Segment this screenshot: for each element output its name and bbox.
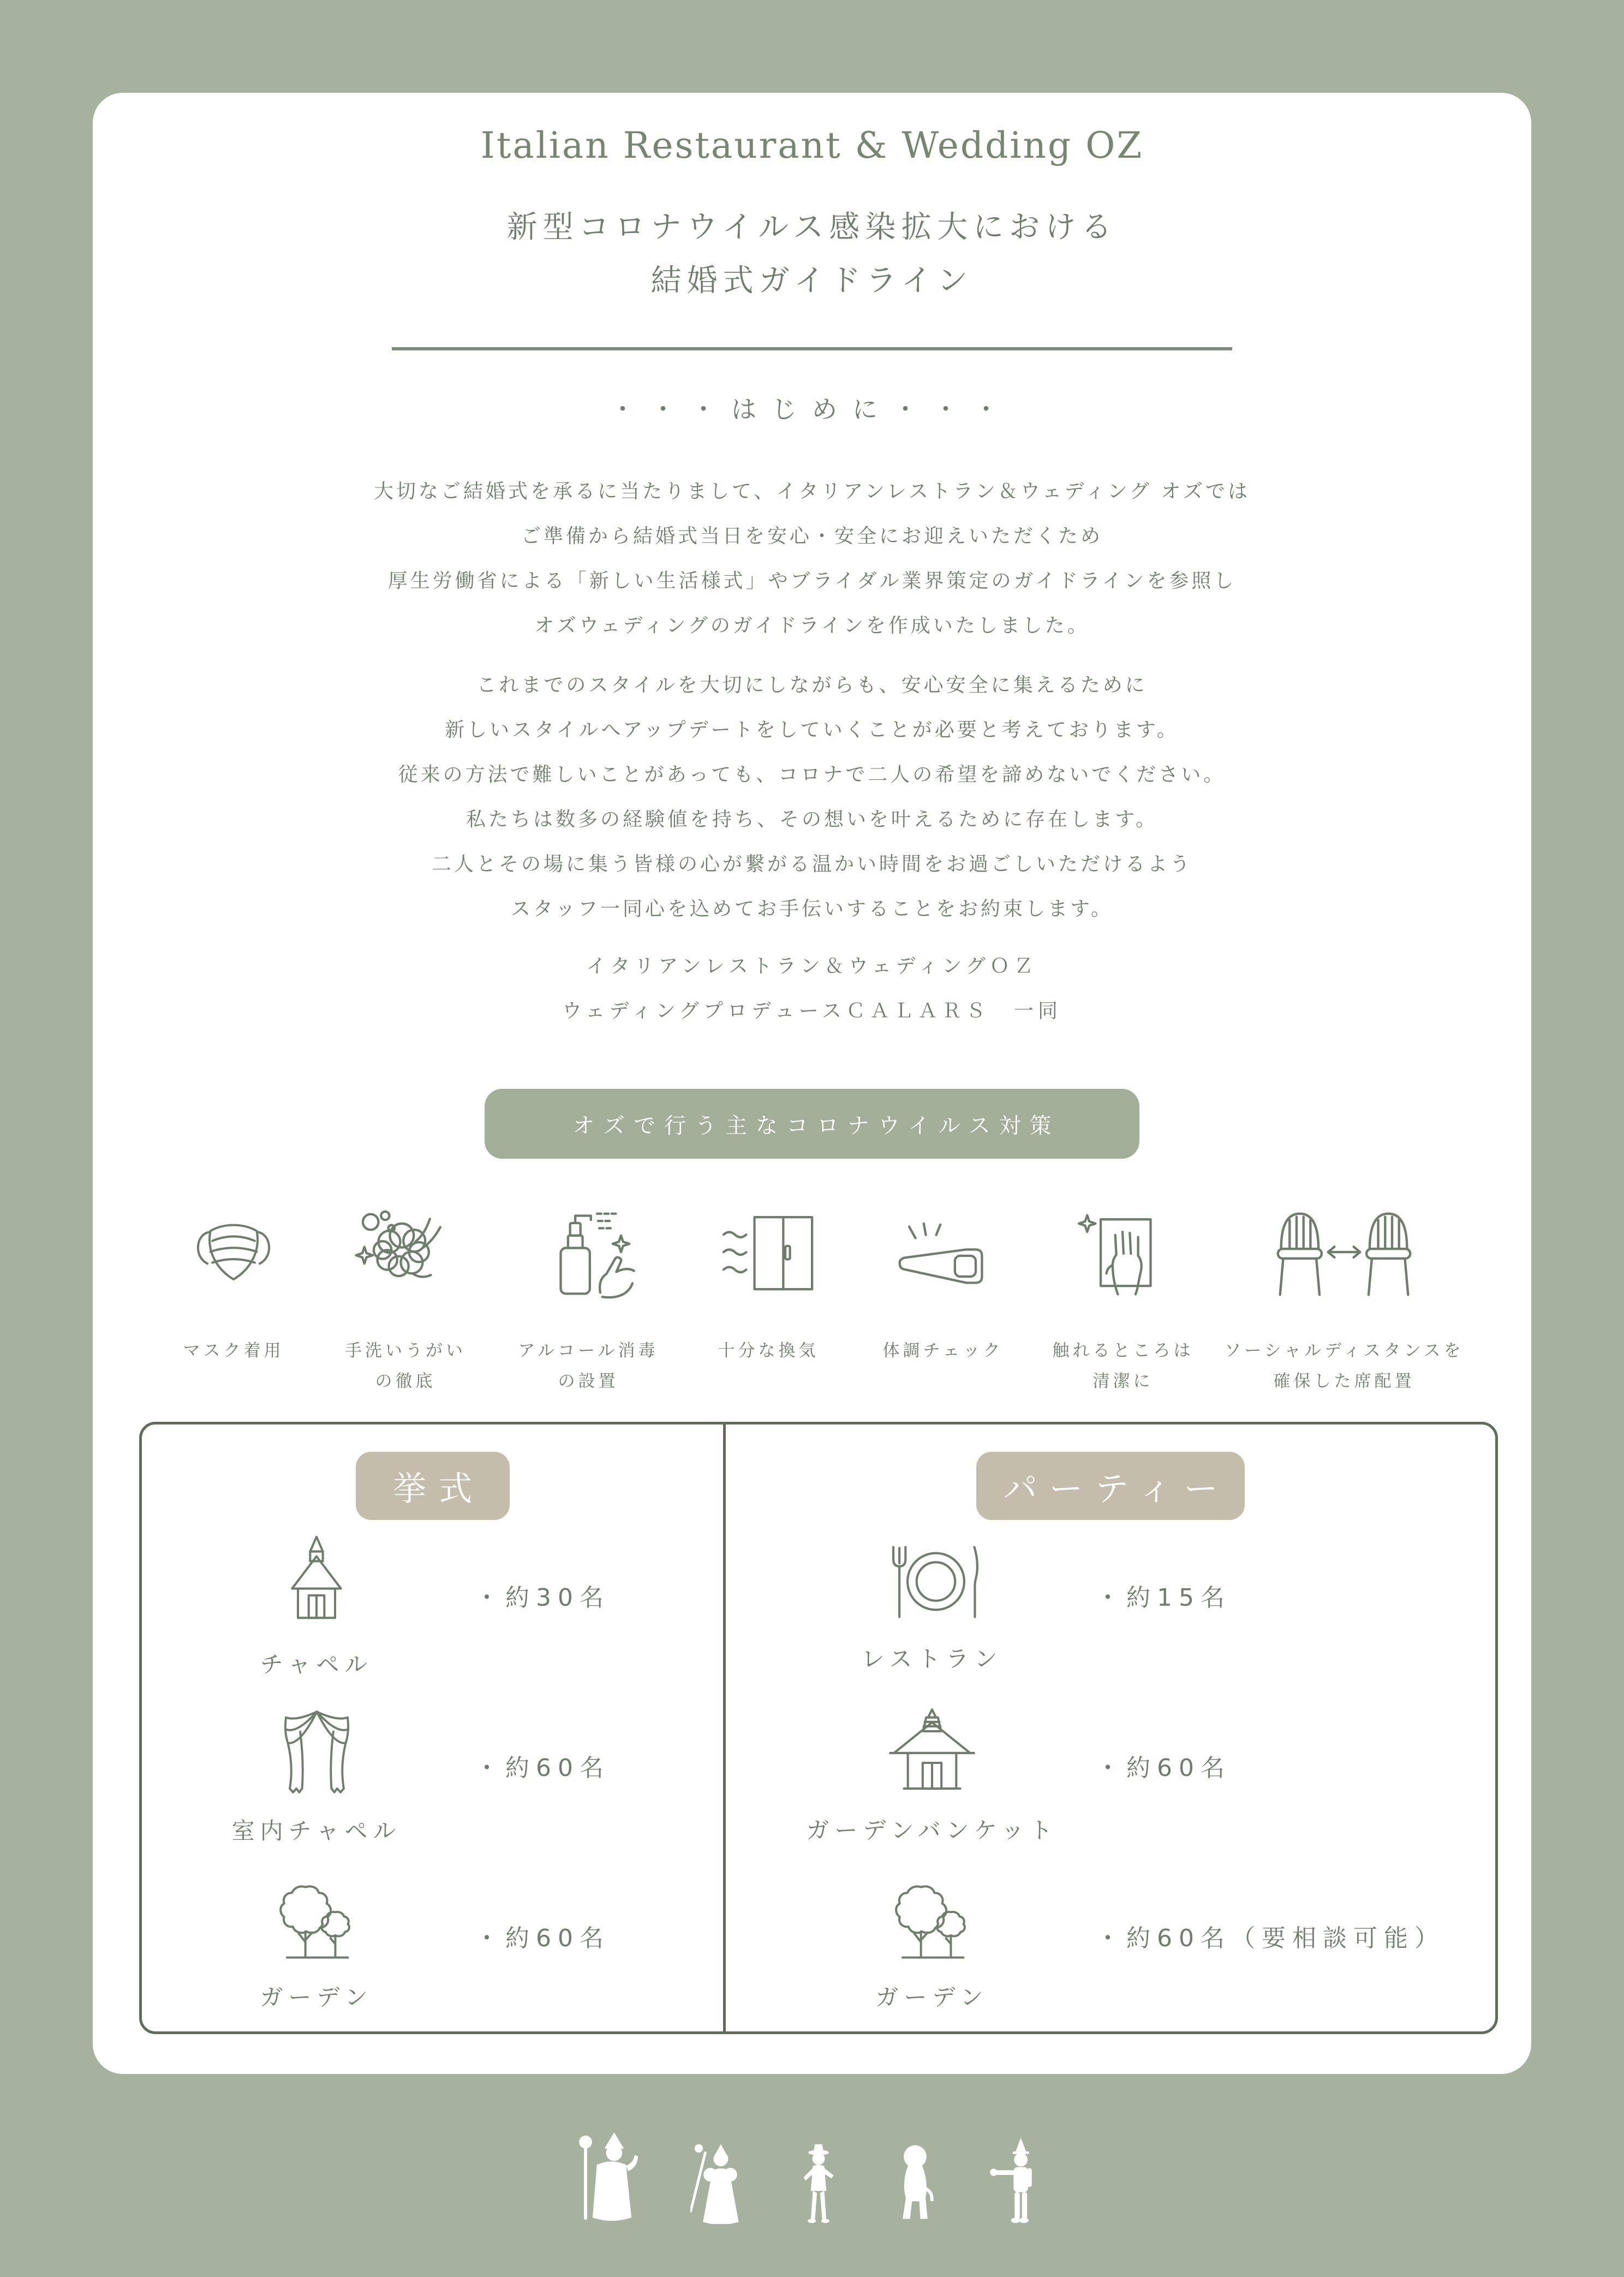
measures-row: [93, 1201, 1531, 1397]
venue-label: 室内チャペル: [231, 1817, 402, 1844]
venue-label: チャペル: [260, 1651, 373, 1678]
lion-silhouette-icon: [889, 2141, 941, 2224]
intro-paragraph-2: [93, 663, 1531, 932]
guideline-card: [93, 93, 1531, 2074]
venue-capacity: ・約30名: [475, 1584, 610, 1612]
measure-label: 体調チェック: [882, 1341, 1004, 1361]
measure-label: 手洗いうがい の徹底: [345, 1341, 466, 1391]
measure-label: 触れるところは 清潔に: [1052, 1341, 1194, 1391]
paragraph-line: 私たちは数多の経験値を持ち、その想いを叶えるために存在します。: [465, 808, 1159, 831]
party-row-garden-banquet: [726, 1690, 1495, 1861]
title-line-2: 結婚式ガイドライン: [650, 263, 974, 299]
ceremony-row-indoor-chapel: [142, 1690, 723, 1861]
paragraph-line: 厚生労働省による「新しい生活様式」やブライダル業界策定のガイドラインを参照し: [387, 570, 1237, 592]
measure-item-ventilation: [681, 1201, 856, 1397]
paragraph-line: ご準備から結婚式当日を安心・安全にお迎えいただくため: [521, 525, 1103, 547]
page-title: [93, 201, 1531, 308]
health-check-icon: [888, 1201, 998, 1307]
measure-item-mask: [152, 1201, 315, 1397]
mask-icon: [182, 1201, 285, 1307]
wizard-silhouette-icon: [578, 2132, 643, 2224]
party-row-garden: [726, 1861, 1495, 2031]
paragraph-line: 二人とその場に集う皆様の心が繋がる温かい時間をお過ごしいただけるよう: [431, 853, 1192, 875]
venue-label: レストラン: [861, 1645, 1003, 1672]
venue-label: ガーデン: [875, 1984, 989, 2011]
ceremony-row-chapel: [142, 1520, 723, 1690]
venue-capacity: ・約60名: [475, 1754, 610, 1782]
venue-capacity: ・約15名: [1096, 1584, 1231, 1612]
measure-item-hand-wash: [315, 1201, 495, 1397]
social-distance-icon: [1265, 1201, 1423, 1307]
paragraph-line: スタッフ一同心を込めてお手伝いすることをお約束します。: [510, 898, 1114, 920]
signature-line-1: イタリアンレストラン＆ウェディングＯＺ: [586, 955, 1038, 977]
ceremony-header-badge: 挙式: [356, 1452, 510, 1520]
paragraph-line: オズウェディングのガイドラインを作成いたしました。: [534, 615, 1090, 637]
garden-banquet-icon: [880, 1706, 984, 1799]
hand-wash-icon: [351, 1201, 460, 1307]
venue-capacity: ・約60名（要相談可能）: [1096, 1924, 1445, 1952]
measure-label: ソーシャルディスタンスを 確保した席配置: [1224, 1341, 1464, 1391]
measure-label: マスク着用: [183, 1341, 284, 1361]
measure-item-surface-clean: [1030, 1201, 1216, 1397]
measure-item-alcohol: [495, 1201, 681, 1397]
measure-item-social-distance: [1216, 1201, 1472, 1397]
measure-item-health-check: [856, 1201, 1030, 1397]
restaurant-icon: [879, 1537, 986, 1628]
paragraph-line: 大切なご結婚式を承るに当たりまして、イタリアンレストラン＆ウェディング オズでは: [374, 480, 1250, 503]
ceremony-column: [142, 1424, 723, 2031]
signature: [93, 944, 1531, 1034]
intro-heading: ・・・はじめに・・・: [610, 395, 1014, 424]
venue-label: ガーデン: [260, 1984, 373, 2011]
measures-banner: オズで行う主なコロナウイルス対策: [485, 1089, 1139, 1159]
venue-label: ガーデンバンケット: [806, 1817, 1058, 1844]
signature-line-2: ウェディングプロデュースＣＡＬＡＲＳ 一同: [562, 1000, 1062, 1022]
indoor-chapel-icon: [272, 1705, 362, 1800]
alcohol-disinfection-icon: [534, 1201, 643, 1307]
measure-label: アルコール消毒 の設置: [518, 1341, 659, 1391]
tin-man-silhouette-icon: [988, 2138, 1046, 2224]
garden-icon: [886, 1879, 978, 1966]
oz-characters-row: [0, 2126, 1624, 2224]
paragraph-line: 従来の方法で難しいことがあっても、コロナで二人の希望を諦めないでください。: [398, 764, 1226, 786]
party-row-restaurant: [726, 1520, 1495, 1690]
title-divider: [392, 347, 1232, 350]
venue-capacity: ・約60名: [1096, 1754, 1231, 1782]
paragraph-line: 新しいスタイルへアップデートをしていくことが必要と考えております。: [445, 719, 1179, 741]
intro-paragraph-1: [93, 469, 1531, 648]
scarecrow-silhouette-icon: [795, 2141, 842, 2224]
paragraph-line: これまでのスタイルを大切にしながらも、安心安全に集えるために: [476, 674, 1148, 696]
capacity-box: [139, 1422, 1498, 2034]
ventilation-icon: [714, 1201, 822, 1307]
garden-icon: [271, 1879, 362, 1966]
ceremony-row-garden: [142, 1861, 723, 2031]
restaurant-logo: Italian Restaurant & Wedding OZ: [480, 124, 1144, 166]
party-column: [723, 1424, 1495, 2031]
surface-clean-icon: [1068, 1201, 1178, 1307]
measure-label: 十分な換気: [718, 1341, 819, 1361]
title-line-1: 新型コロナウイルス感染拡大における: [506, 210, 1118, 245]
good-witch-silhouette-icon: [690, 2140, 748, 2224]
party-header-badge: パーティー: [976, 1452, 1245, 1520]
venue-capacity: ・約60名: [475, 1924, 610, 1952]
chapel-icon: [270, 1531, 363, 1634]
